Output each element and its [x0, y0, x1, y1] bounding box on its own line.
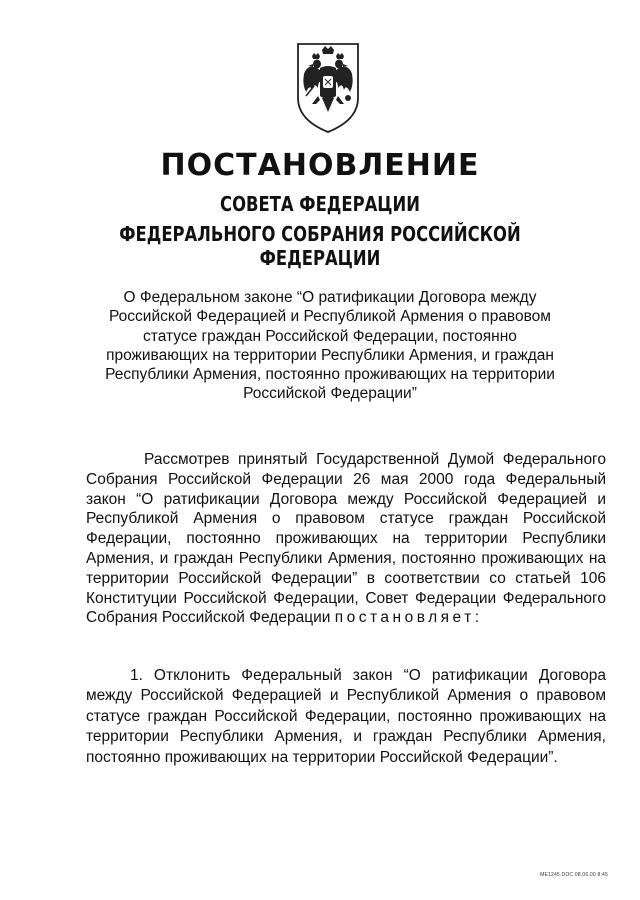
preamble-text: Рассмотрев принятый Государственной Думой Федерального Собрания Российской Федерации 26 мая 2000 года Федеральный закон “О ратификации Договора между Российской Федерацией и Республикой Армения о правовом статусе граждан Российской Федерации, постоянно проживающих на территории Республики Армения, и граждан Республики Армения, постоянно проживающих на территории Российской Федерации” в соответствии со статьей 106 Конституции Российской Федерации, Совет Федерации Федерального Собрания Российской Федерации: [86, 451, 606, 627]
issuer-line-2: ФЕДЕРАЛЬНОГО СОБРАНИЯ РОССИЙСКОЙ ФЕДЕРАЦИИ: [119, 222, 521, 270]
preamble-paragraph: [86, 450, 606, 628]
document-subject: О Федеральном законе “О ратификации Договора между Российской Федерацией и Республикой Армения о правовом статусе граждан Российской Федерации, постоянно проживающих на территории Республики Армения, и граждан Республики Армения, постоянно проживающих на территории Российской Федерации”: [105, 289, 555, 403]
document-title: ПОСТАНОВЛЕНИЕ: [160, 148, 480, 183]
clause-1: 1. Отклонить Федеральный закон “О ратификации Договора между Российской Федерацией и Республикой Армения о правовом статусе граждан Российской Федерации, постоянно проживающих на территории Республики Армения, и граждан Республики Армения, постоянно проживающих на территории Российской Федерации”.: [86, 667, 606, 766]
resolves-word: постановляет:: [334, 609, 483, 627]
issuer-line-1: СОВЕТА ФЕДЕРАЦИИ: [220, 192, 420, 216]
coat-of-arms-icon: [292, 40, 364, 136]
file-reference: ME1245.DOC 08.06.00 8:45: [540, 872, 608, 878]
